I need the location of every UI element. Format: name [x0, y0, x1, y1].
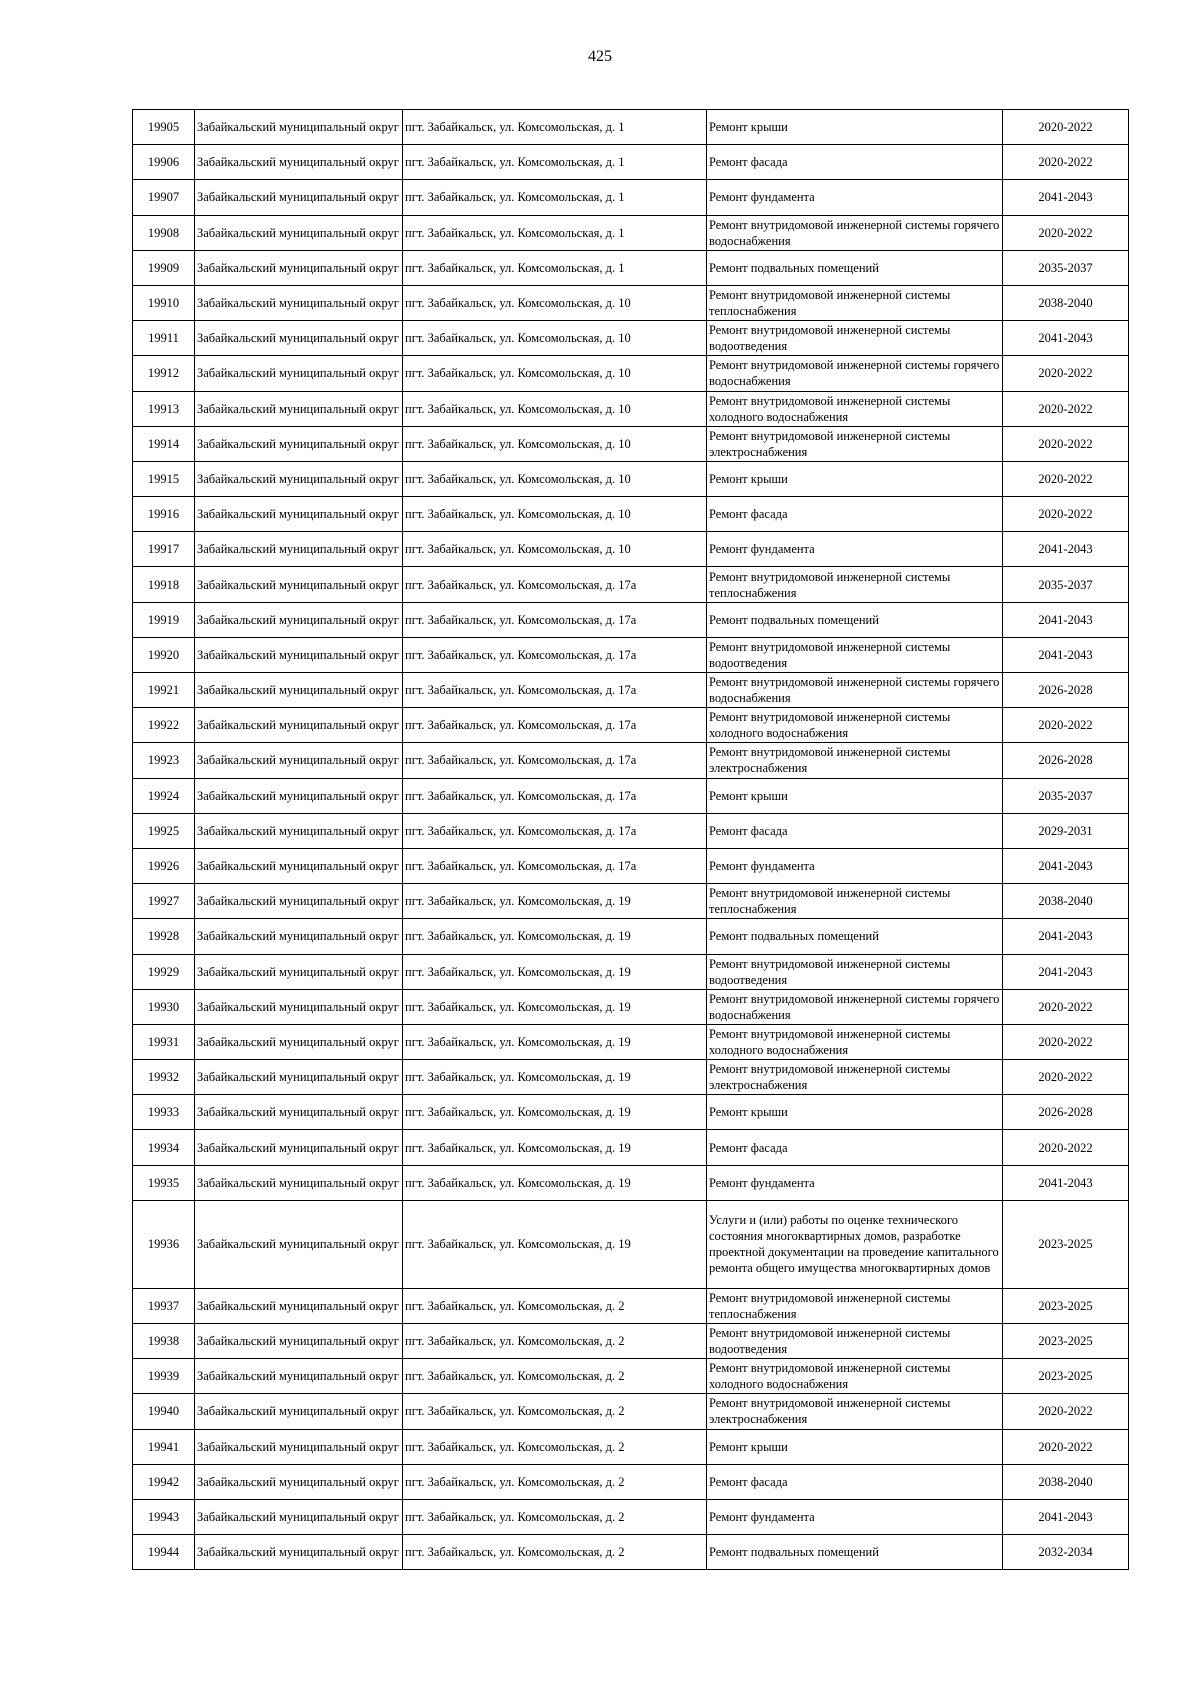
municipality-cell: Забайкальский муниципальный округ	[195, 391, 403, 426]
municipality-cell: Забайкальский муниципальный округ	[195, 1394, 403, 1429]
address-cell: пгт. Забайкальск, ул. Комсомольская, д. 17а	[403, 743, 707, 778]
work-type-cell: Ремонт внутридомовой инженерной системы горячего водоснабжения	[707, 356, 1003, 391]
period-cell: 2038-2040	[1003, 884, 1129, 919]
municipality-cell: Забайкальский муниципальный округ	[195, 1024, 403, 1059]
table-row	[133, 1024, 1129, 1059]
municipality-cell: Забайкальский муниципальный округ	[195, 637, 403, 672]
row-number-cell: 19939	[133, 1359, 195, 1394]
municipality-cell: Забайкальский муниципальный округ	[195, 919, 403, 954]
period-cell: 2035-2037	[1003, 567, 1129, 602]
address-cell: пгт. Забайкальск, ул. Комсомольская, д. 19	[403, 1060, 707, 1095]
row-number-cell: 19916	[133, 497, 195, 532]
table-row	[133, 602, 1129, 637]
municipality-cell: Забайкальский муниципальный округ	[195, 848, 403, 883]
period-cell: 2020-2022	[1003, 426, 1129, 461]
address-cell: пгт. Забайкальск, ул. Комсомольская, д. 1	[403, 145, 707, 180]
work-type-cell: Ремонт внутридомовой инженерной системы горячего водоснабжения	[707, 215, 1003, 250]
municipality-cell: Забайкальский муниципальный округ	[195, 673, 403, 708]
period-cell: 2035-2037	[1003, 778, 1129, 813]
work-type-cell: Ремонт внутридомовой инженерной системы холодного водоснабжения	[707, 708, 1003, 743]
period-cell: 2026-2028	[1003, 673, 1129, 708]
period-cell: 2020-2022	[1003, 356, 1129, 391]
work-type-cell: Ремонт фундамента	[707, 180, 1003, 215]
period-cell: 2026-2028	[1003, 1095, 1129, 1130]
municipality-cell: Забайкальский муниципальный округ	[195, 954, 403, 989]
municipality-cell: Забайкальский муниципальный округ	[195, 1359, 403, 1394]
period-cell: 2041-2043	[1003, 602, 1129, 637]
municipality-cell: Забайкальский муниципальный округ	[195, 215, 403, 250]
table-row	[133, 285, 1129, 320]
address-cell: пгт. Забайкальск, ул. Комсомольская, д. 1	[403, 250, 707, 285]
row-number-cell: 19917	[133, 532, 195, 567]
work-type-cell: Ремонт подвальных помещений	[707, 250, 1003, 285]
work-type-cell: Ремонт крыши	[707, 110, 1003, 145]
row-number-cell: 19936	[133, 1200, 195, 1288]
work-type-cell: Ремонт внутридомовой инженерной системы водоотведения	[707, 954, 1003, 989]
work-type-cell: Ремонт подвальных помещений	[707, 602, 1003, 637]
address-cell: пгт. Забайкальск, ул. Комсомольская, д. 2	[403, 1535, 707, 1570]
table-row	[133, 1060, 1129, 1095]
address-cell: пгт. Забайкальск, ул. Комсомольская, д. 2	[403, 1429, 707, 1464]
work-type-cell: Ремонт фасада	[707, 813, 1003, 848]
address-cell: пгт. Забайкальск, ул. Комсомольская, д. 19	[403, 1200, 707, 1288]
row-number-cell: 19940	[133, 1394, 195, 1429]
work-type-cell: Ремонт внутридомовой инженерной системы холодного водоснабжения	[707, 1359, 1003, 1394]
work-type-cell: Ремонт подвальных помещений	[707, 919, 1003, 954]
period-cell: 2041-2043	[1003, 180, 1129, 215]
address-cell: пгт. Забайкальск, ул. Комсомольская, д. 17а	[403, 848, 707, 883]
work-type-cell: Ремонт фасада	[707, 145, 1003, 180]
period-cell: 2038-2040	[1003, 1464, 1129, 1499]
row-number-cell: 19921	[133, 673, 195, 708]
period-cell: 2020-2022	[1003, 145, 1129, 180]
period-cell: 2041-2043	[1003, 919, 1129, 954]
address-cell: пгт. Забайкальск, ул. Комсомольская, д. 17а	[403, 673, 707, 708]
address-cell: пгт. Забайкальск, ул. Комсомольская, д. 19	[403, 884, 707, 919]
row-number-cell: 19942	[133, 1464, 195, 1499]
table-row	[133, 848, 1129, 883]
table-row	[133, 1499, 1129, 1534]
table-row	[133, 1130, 1129, 1165]
work-type-cell: Ремонт крыши	[707, 1429, 1003, 1464]
table-row	[133, 497, 1129, 532]
row-number-cell: 19914	[133, 426, 195, 461]
municipality-cell: Забайкальский муниципальный округ	[195, 180, 403, 215]
municipality-cell: Забайкальский муниципальный округ	[195, 1095, 403, 1130]
work-type-cell: Ремонт внутридомовой инженерной системы электроснабжения	[707, 1060, 1003, 1095]
address-cell: пгт. Забайкальск, ул. Комсомольская, д. 10	[403, 461, 707, 496]
municipality-cell: Забайкальский муниципальный округ	[195, 1535, 403, 1570]
municipality-cell: Забайкальский муниципальный округ	[195, 813, 403, 848]
address-cell: пгт. Забайкальск, ул. Комсомольская, д. 17а	[403, 637, 707, 672]
address-cell: пгт. Забайкальск, ул. Комсомольская, д. 19	[403, 1130, 707, 1165]
row-number-cell: 19915	[133, 461, 195, 496]
table-row	[133, 1165, 1129, 1200]
period-cell: 2020-2022	[1003, 1130, 1129, 1165]
period-cell: 2026-2028	[1003, 743, 1129, 778]
repair-schedule-table	[132, 109, 1129, 1570]
period-cell: 2020-2022	[1003, 391, 1129, 426]
address-cell: пгт. Забайкальск, ул. Комсомольская, д. 2	[403, 1324, 707, 1359]
table-row	[133, 426, 1129, 461]
address-cell: пгт. Забайкальск, ул. Комсомольская, д. 17а	[403, 708, 707, 743]
table-row	[133, 567, 1129, 602]
table-row	[133, 1429, 1129, 1464]
row-number-cell: 19906	[133, 145, 195, 180]
work-type-cell: Услуги и (или) работы по оценке технического состояния многоквартирных домов, разработке проектной документации на проведение капитального ремонта общего имущества многоквартирных домов	[707, 1200, 1003, 1288]
period-cell: 2020-2022	[1003, 1060, 1129, 1095]
table-row	[133, 919, 1129, 954]
period-cell: 2023-2025	[1003, 1359, 1129, 1394]
row-number-cell: 19926	[133, 848, 195, 883]
address-cell: пгт. Забайкальск, ул. Комсомольская, д. 2	[403, 1288, 707, 1323]
period-cell: 2020-2022	[1003, 1429, 1129, 1464]
municipality-cell: Забайкальский муниципальный округ	[195, 602, 403, 637]
period-cell: 2041-2043	[1003, 954, 1129, 989]
row-number-cell: 19922	[133, 708, 195, 743]
address-cell: пгт. Забайкальск, ул. Комсомольская, д. 1	[403, 215, 707, 250]
municipality-cell: Забайкальский муниципальный округ	[195, 1324, 403, 1359]
municipality-cell: Забайкальский муниципальный округ	[195, 1499, 403, 1534]
row-number-cell: 19938	[133, 1324, 195, 1359]
row-number-cell: 19913	[133, 391, 195, 426]
row-number-cell: 19909	[133, 250, 195, 285]
work-type-cell: Ремонт фасада	[707, 497, 1003, 532]
table-row	[133, 1535, 1129, 1570]
address-cell: пгт. Забайкальск, ул. Комсомольская, д. 10	[403, 497, 707, 532]
table-row	[133, 1200, 1129, 1288]
row-number-cell: 19908	[133, 215, 195, 250]
address-cell: пгт. Забайкальск, ул. Комсомольская, д. 10	[403, 356, 707, 391]
municipality-cell: Забайкальский муниципальный округ	[195, 1060, 403, 1095]
work-type-cell: Ремонт внутридомовой инженерной системы теплоснабжения	[707, 567, 1003, 602]
municipality-cell: Забайкальский муниципальный округ	[195, 1200, 403, 1288]
work-type-cell: Ремонт внутридомовой инженерной системы теплоснабжения	[707, 285, 1003, 320]
period-cell: 2038-2040	[1003, 285, 1129, 320]
municipality-cell: Забайкальский муниципальный округ	[195, 426, 403, 461]
work-type-cell: Ремонт внутридомовой инженерной системы водоотведения	[707, 321, 1003, 356]
address-cell: пгт. Забайкальск, ул. Комсомольская, д. 10	[403, 321, 707, 356]
row-number-cell: 19910	[133, 285, 195, 320]
address-cell: пгт. Забайкальск, ул. Комсомольская, д. 19	[403, 989, 707, 1024]
row-number-cell: 19907	[133, 180, 195, 215]
address-cell: пгт. Забайкальск, ул. Комсомольская, д. 10	[403, 532, 707, 567]
municipality-cell: Забайкальский муниципальный округ	[195, 1130, 403, 1165]
table-row	[133, 1288, 1129, 1323]
period-cell: 2041-2043	[1003, 532, 1129, 567]
table-row	[133, 673, 1129, 708]
table-row	[133, 321, 1129, 356]
municipality-cell: Забайкальский муниципальный округ	[195, 250, 403, 285]
row-number-cell: 19920	[133, 637, 195, 672]
work-type-cell: Ремонт внутридомовой инженерной системы электроснабжения	[707, 426, 1003, 461]
work-type-cell: Ремонт фундамента	[707, 848, 1003, 883]
row-number-cell: 19931	[133, 1024, 195, 1059]
work-type-cell: Ремонт фундамента	[707, 1499, 1003, 1534]
address-cell: пгт. Забайкальск, ул. Комсомольская, д. 19	[403, 1024, 707, 1059]
table-row	[133, 180, 1129, 215]
row-number-cell: 19934	[133, 1130, 195, 1165]
municipality-cell: Забайкальский муниципальный округ	[195, 1464, 403, 1499]
period-cell: 2041-2043	[1003, 1165, 1129, 1200]
row-number-cell: 19912	[133, 356, 195, 391]
table-row	[133, 532, 1129, 567]
address-cell: пгт. Забайкальск, ул. Комсомольская, д. 10	[403, 285, 707, 320]
row-number-cell: 19911	[133, 321, 195, 356]
address-cell: пгт. Забайкальск, ул. Комсомольская, д. 2	[403, 1499, 707, 1534]
period-cell: 2020-2022	[1003, 989, 1129, 1024]
row-number-cell: 19930	[133, 989, 195, 1024]
table-row	[133, 743, 1129, 778]
row-number-cell: 19905	[133, 110, 195, 145]
work-type-cell: Ремонт фундамента	[707, 1165, 1003, 1200]
work-type-cell: Ремонт внутридомовой инженерной системы холодного водоснабжения	[707, 1024, 1003, 1059]
work-type-cell: Ремонт внутридомовой инженерной системы электроснабжения	[707, 743, 1003, 778]
municipality-cell: Забайкальский муниципальный округ	[195, 532, 403, 567]
period-cell: 2023-2025	[1003, 1324, 1129, 1359]
period-cell: 2020-2022	[1003, 1024, 1129, 1059]
row-number-cell: 19935	[133, 1165, 195, 1200]
row-number-cell: 19929	[133, 954, 195, 989]
address-cell: пгт. Забайкальск, ул. Комсомольская, д. 2	[403, 1359, 707, 1394]
period-cell: 2023-2025	[1003, 1288, 1129, 1323]
table-row	[133, 461, 1129, 496]
address-cell: пгт. Забайкальск, ул. Комсомольская, д. 17а	[403, 813, 707, 848]
period-cell: 2041-2043	[1003, 1499, 1129, 1534]
period-cell: 2020-2022	[1003, 110, 1129, 145]
address-cell: пгт. Забайкальск, ул. Комсомольская, д. 1	[403, 180, 707, 215]
table-row	[133, 884, 1129, 919]
municipality-cell: Забайкальский муниципальный округ	[195, 145, 403, 180]
table-body	[133, 110, 1129, 1570]
work-type-cell: Ремонт крыши	[707, 461, 1003, 496]
period-cell: 2041-2043	[1003, 848, 1129, 883]
work-type-cell: Ремонт крыши	[707, 1095, 1003, 1130]
municipality-cell: Забайкальский муниципальный округ	[195, 989, 403, 1024]
table-row	[133, 250, 1129, 285]
work-type-cell: Ремонт фундамента	[707, 532, 1003, 567]
period-cell: 2029-2031	[1003, 813, 1129, 848]
period-cell: 2020-2022	[1003, 1394, 1129, 1429]
table-row	[133, 989, 1129, 1024]
table-row	[133, 1394, 1129, 1429]
table-row	[133, 813, 1129, 848]
row-number-cell: 19933	[133, 1095, 195, 1130]
period-cell: 2020-2022	[1003, 215, 1129, 250]
work-type-cell: Ремонт внутридомовой инженерной системы водоотведения	[707, 1324, 1003, 1359]
work-type-cell: Ремонт внутридомовой инженерной системы горячего водоснабжения	[707, 673, 1003, 708]
municipality-cell: Забайкальский муниципальный округ	[195, 285, 403, 320]
row-number-cell: 19918	[133, 567, 195, 602]
period-cell: 2020-2022	[1003, 461, 1129, 496]
row-number-cell: 19937	[133, 1288, 195, 1323]
municipality-cell: Забайкальский муниципальный округ	[195, 321, 403, 356]
municipality-cell: Забайкальский муниципальный округ	[195, 461, 403, 496]
period-cell: 2041-2043	[1003, 637, 1129, 672]
work-type-cell: Ремонт внутридомовой инженерной системы холодного водоснабжения	[707, 391, 1003, 426]
address-cell: пгт. Забайкальск, ул. Комсомольская, д. 2	[403, 1394, 707, 1429]
table-row	[133, 637, 1129, 672]
row-number-cell: 19944	[133, 1535, 195, 1570]
table-row	[133, 1359, 1129, 1394]
table-row	[133, 1464, 1129, 1499]
municipality-cell: Забайкальский муниципальный округ	[195, 708, 403, 743]
municipality-cell: Забайкальский муниципальный округ	[195, 497, 403, 532]
work-type-cell: Ремонт подвальных помещений	[707, 1535, 1003, 1570]
municipality-cell: Забайкальский муниципальный округ	[195, 1288, 403, 1323]
address-cell: пгт. Забайкальск, ул. Комсомольская, д. 17а	[403, 602, 707, 637]
address-cell: пгт. Забайкальск, ул. Комсомольская, д. 17а	[403, 567, 707, 602]
municipality-cell: Забайкальский муниципальный округ	[195, 1429, 403, 1464]
row-number-cell: 19927	[133, 884, 195, 919]
work-type-cell: Ремонт внутридомовой инженерной системы горячего водоснабжения	[707, 989, 1003, 1024]
table-row	[133, 778, 1129, 813]
address-cell: пгт. Забайкальск, ул. Комсомольская, д. 10	[403, 426, 707, 461]
table-row	[133, 708, 1129, 743]
work-type-cell: Ремонт внутридомовой инженерной системы теплоснабжения	[707, 1288, 1003, 1323]
municipality-cell: Забайкальский муниципальный округ	[195, 567, 403, 602]
work-type-cell: Ремонт фасада	[707, 1464, 1003, 1499]
period-cell: 2023-2025	[1003, 1200, 1129, 1288]
table-row	[133, 391, 1129, 426]
row-number-cell: 19928	[133, 919, 195, 954]
period-cell: 2020-2022	[1003, 497, 1129, 532]
period-cell: 2041-2043	[1003, 321, 1129, 356]
row-number-cell: 19919	[133, 602, 195, 637]
address-cell: пгт. Забайкальск, ул. Комсомольская, д. 2	[403, 1464, 707, 1499]
municipality-cell: Забайкальский муниципальный округ	[195, 778, 403, 813]
row-number-cell: 19943	[133, 1499, 195, 1534]
table-row	[133, 110, 1129, 145]
row-number-cell: 19941	[133, 1429, 195, 1464]
address-cell: пгт. Забайкальск, ул. Комсомольская, д. 10	[403, 391, 707, 426]
page-number: 425	[588, 48, 612, 65]
work-type-cell: Ремонт внутридомовой инженерной системы теплоснабжения	[707, 884, 1003, 919]
municipality-cell: Забайкальский муниципальный округ	[195, 356, 403, 391]
row-number-cell: 19932	[133, 1060, 195, 1095]
work-type-cell: Ремонт внутридомовой инженерной системы электроснабжения	[707, 1394, 1003, 1429]
period-cell: 2032-2034	[1003, 1535, 1129, 1570]
address-cell: пгт. Забайкальск, ул. Комсомольская, д. 19	[403, 919, 707, 954]
municipality-cell: Забайкальский муниципальный округ	[195, 884, 403, 919]
work-type-cell: Ремонт крыши	[707, 778, 1003, 813]
municipality-cell: Забайкальский муниципальный округ	[195, 1165, 403, 1200]
table-row	[133, 215, 1129, 250]
table-row	[133, 1095, 1129, 1130]
table-row	[133, 145, 1129, 180]
address-cell: пгт. Забайкальск, ул. Комсомольская, д. 19	[403, 1165, 707, 1200]
work-type-cell: Ремонт внутридомовой инженерной системы водоотведения	[707, 637, 1003, 672]
row-number-cell: 19925	[133, 813, 195, 848]
table-row	[133, 954, 1129, 989]
row-number-cell: 19924	[133, 778, 195, 813]
address-cell: пгт. Забайкальск, ул. Комсомольская, д. 19	[403, 1095, 707, 1130]
table-row	[133, 1324, 1129, 1359]
address-cell: пгт. Забайкальск, ул. Комсомольская, д. 17а	[403, 778, 707, 813]
row-number-cell: 19923	[133, 743, 195, 778]
address-cell: пгт. Забайкальск, ул. Комсомольская, д. 1	[403, 110, 707, 145]
period-cell: 2035-2037	[1003, 250, 1129, 285]
municipality-cell: Забайкальский муниципальный округ	[195, 110, 403, 145]
work-type-cell: Ремонт фасада	[707, 1130, 1003, 1165]
address-cell: пгт. Забайкальск, ул. Комсомольская, д. 19	[403, 954, 707, 989]
period-cell: 2020-2022	[1003, 708, 1129, 743]
table-row	[133, 356, 1129, 391]
municipality-cell: Забайкальский муниципальный округ	[195, 743, 403, 778]
